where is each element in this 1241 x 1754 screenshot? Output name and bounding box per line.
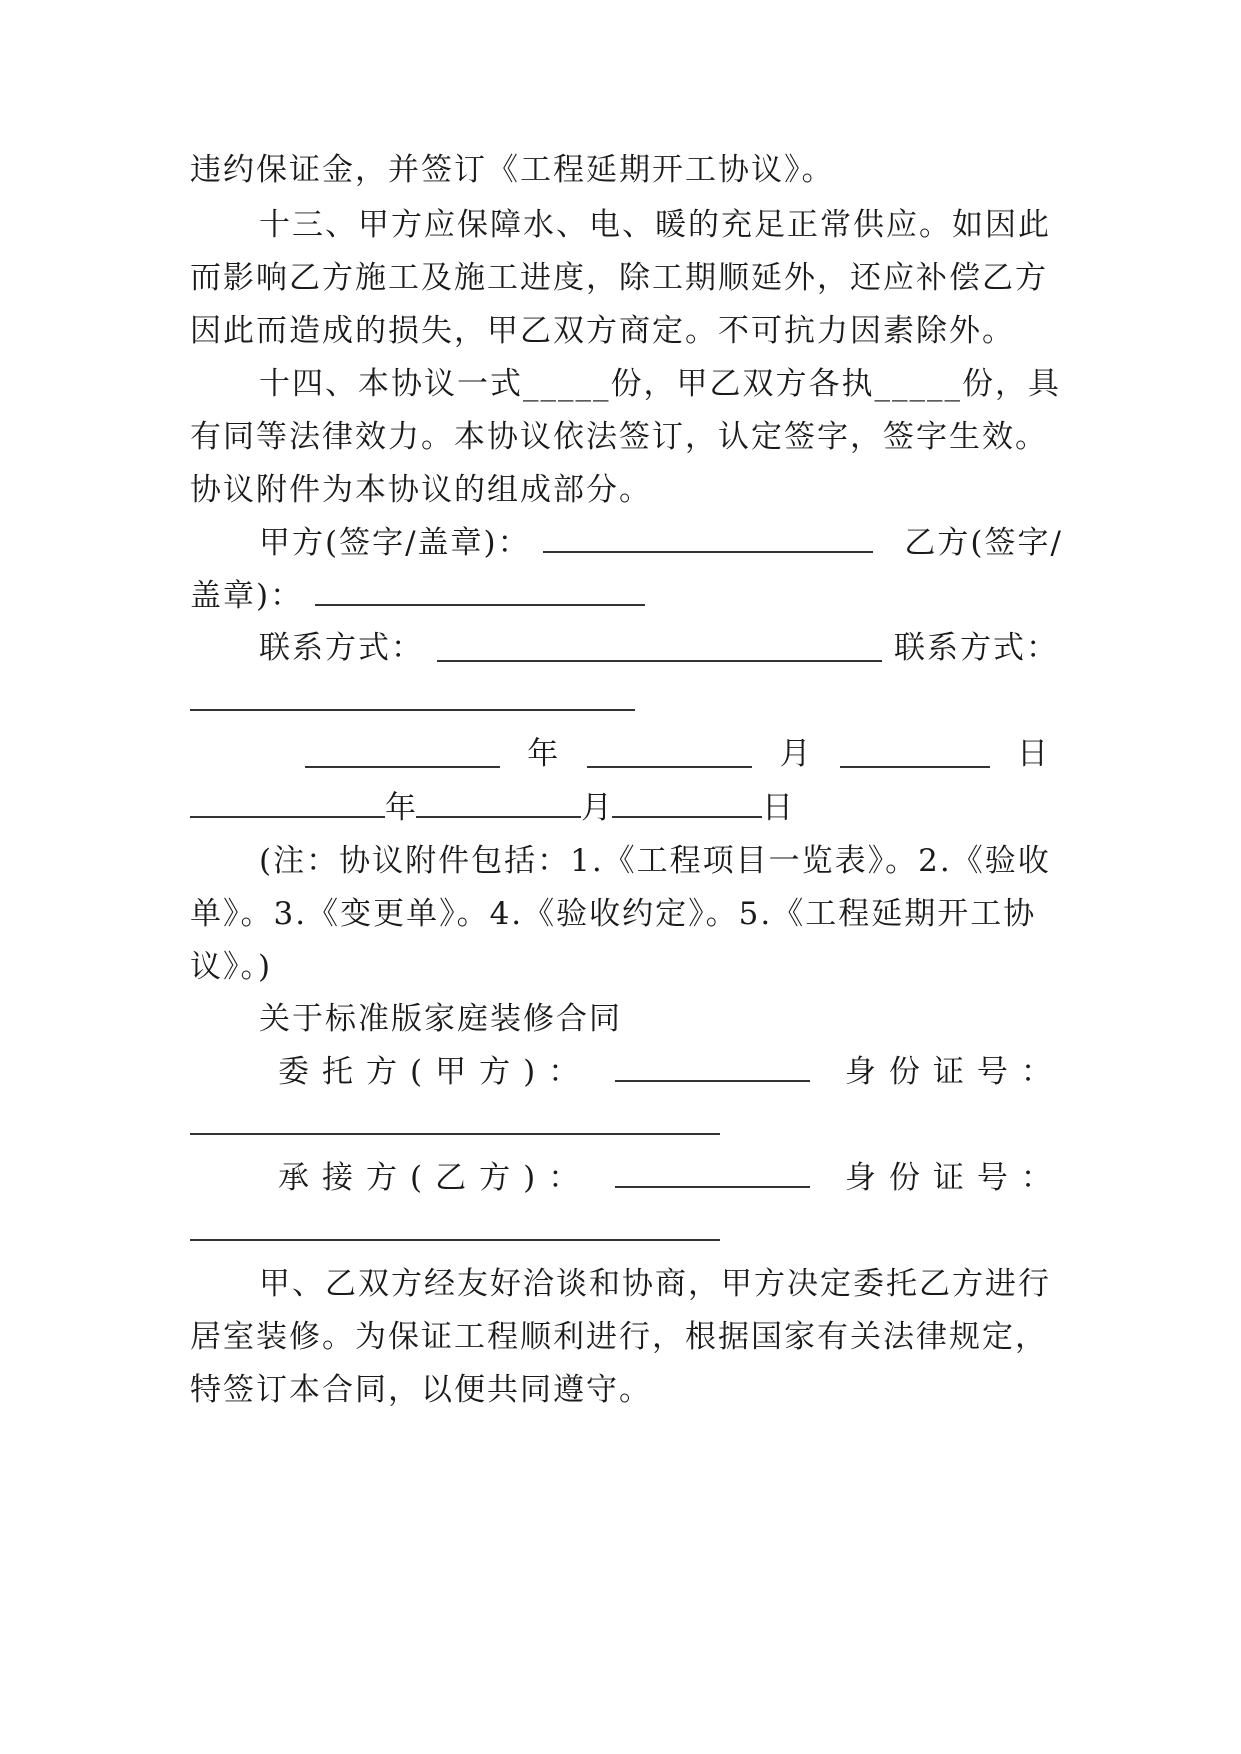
note-line: 议》。): [190, 949, 273, 985]
paragraph-line: 违约保证金，并签订《工程延期开工协议》。: [190, 152, 835, 188]
contractor-id-row: [190, 1211, 720, 1251]
paragraph-line: 有同等法律效力。本协议依法签订，认定签字，签字生效。: [190, 419, 1048, 455]
paragraph-line: 十四、本协议一式_____份，甲乙双方各执_____份，具: [259, 366, 1061, 402]
contractor-name-blank[interactable]: [615, 1160, 810, 1188]
client-id-label: 身份证号：: [844, 1054, 1065, 1090]
signature-row-party: [259, 523, 1063, 563]
note-line: 单》。3.《变更单》。4.《验收约定》。5.《工程延期开工协: [190, 896, 1037, 932]
contractor-id-label: 身份证号：: [844, 1160, 1065, 1196]
day-b-label: 日: [762, 790, 793, 826]
paragraph-line: 特签订本合同，以便共同遵守。: [190, 1372, 652, 1408]
paragraph-line: 因此而造成的损失，甲乙双方商定。不可抗力因素除外。: [190, 313, 1015, 349]
client-name-blank[interactable]: [615, 1054, 810, 1082]
client-id-blank[interactable]: [190, 1107, 720, 1135]
month-a-blank[interactable]: [587, 740, 752, 768]
contract-title: 关于标准版家庭装修合同: [259, 1001, 622, 1037]
year-a-label: 年: [527, 736, 561, 772]
paragraph-line: 甲、乙双方经友好洽谈和协商，甲方决定委托乙方进行: [259, 1266, 1051, 1302]
day-b-blank[interactable]: [612, 790, 762, 818]
party-b-label: 乙方(签字/: [904, 525, 1063, 561]
party-b-signature-blank[interactable]: [315, 578, 645, 606]
contact-row: [259, 628, 1059, 668]
month-b-label: 月: [581, 790, 612, 826]
date-row-a: [305, 734, 1050, 774]
client-id-row: [190, 1105, 720, 1145]
paragraph-line: 而影响乙方施工及施工进度，除工期顺延外，还应补偿乙方: [190, 260, 1048, 296]
contact-b-label: 联系方式：: [894, 630, 1059, 666]
date-row-b: [190, 788, 793, 828]
contact-a-label: 联系方式：: [259, 630, 424, 666]
contractor-id-blank[interactable]: [190, 1213, 720, 1241]
party-a-signature-blank[interactable]: [543, 525, 873, 553]
client-label: 委托方(甲方)：: [278, 1054, 593, 1090]
paragraph-line: 十三、甲方应保障水、电、暖的充足正常供应。如因此: [259, 207, 1051, 243]
party-b-label-cont: 盖章)：: [190, 578, 304, 614]
paragraph-line: 居室装修。为保证工程顺利进行，根据国家有关法律规定，: [190, 1319, 1048, 1355]
contact-b-blank[interactable]: [190, 683, 635, 711]
year-a-blank[interactable]: [305, 740, 500, 768]
party-a-label: 甲方(签字/盖章)：: [259, 525, 531, 561]
contractor-row: [278, 1158, 1065, 1198]
day-a-blank[interactable]: [840, 740, 990, 768]
day-a-label: 日: [1016, 736, 1050, 772]
month-a-label: 月: [779, 736, 813, 772]
contractor-label: 承接方(乙方)：: [278, 1160, 593, 1196]
month-b-blank[interactable]: [416, 790, 581, 818]
contact-a-blank[interactable]: [437, 634, 882, 662]
signature-row-party-cont: [190, 576, 645, 616]
year-b-blank[interactable]: [190, 790, 385, 818]
year-b-label: 年: [385, 790, 416, 826]
note-line: (注：协议附件包括：1.《工程项目一览表》。2.《验收: [259, 843, 1051, 879]
contact-row-cont: [190, 681, 635, 721]
client-row: [278, 1052, 1065, 1092]
paragraph-line: 协议附件为本协议的组成部分。: [190, 472, 652, 508]
